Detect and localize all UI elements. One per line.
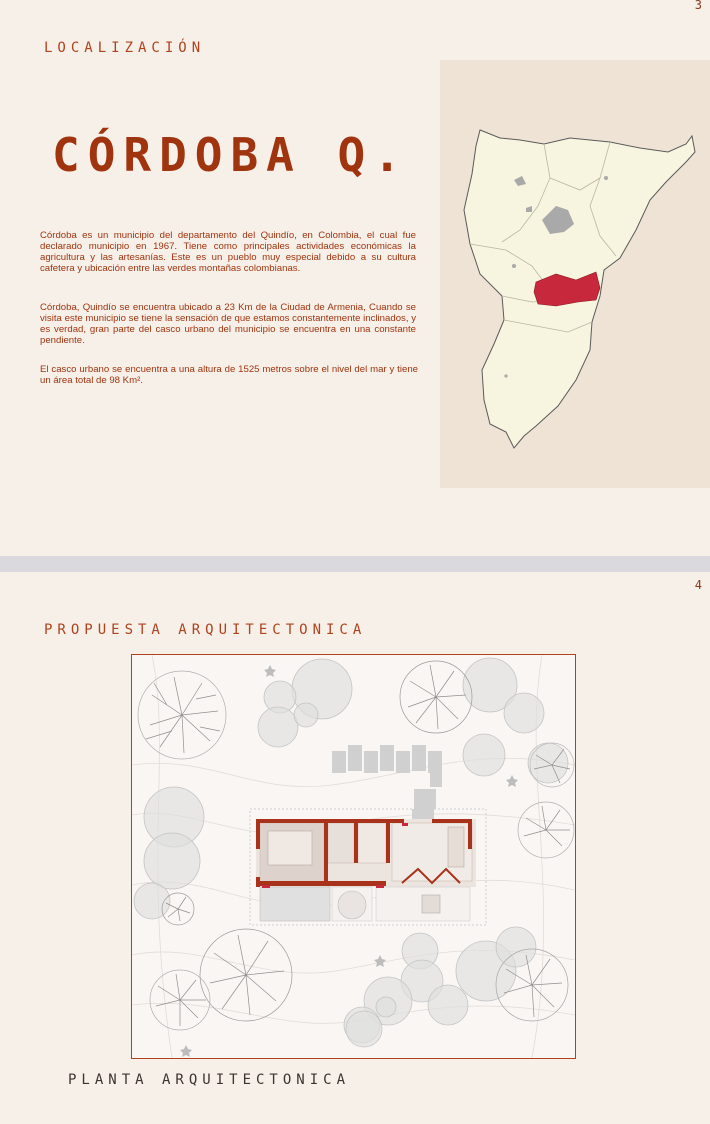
floor-plan-drawing [132,655,575,1058]
urban-area [512,264,516,268]
bed [268,831,312,865]
deck [260,887,330,921]
section-title: LOCALIZACIÓN [44,40,206,56]
closet [358,823,386,863]
plan-caption: PLANTA ARQUITECTONICA [68,1072,351,1088]
jacuzzi [338,891,366,919]
floor-plan-frame [131,654,576,1059]
outdoor-table [422,895,440,913]
urban-area [504,374,507,377]
page-number: 4 [694,578,702,592]
section-title: PROPUESTA ARQUITECTONICA [44,622,367,638]
location-map [440,60,710,488]
paragraph-1: Córdoba es un municipio del departamento del Quindío, en Colombia, el cual fue declarado municipio en 1967. Tiene como principales actividades económicas la agricultura y las artesanías. Este es un pueblo muy especial debido a su cultura cafetera y ubicación entre las verdes montañas colombianas. [40,230,416,274]
location-map-panel [440,60,710,488]
page-number: 3 [694,0,702,12]
page-4 [0,572,710,1124]
paragraph-2: Córdoba, Quindío se encuentra ubicado a 23 Km de la Ciudad de Armenia, Cuando se visita este municipio se tiene la sensación de que estamos constantemente inclinados, y es verdad, gran parte del casco urbano del municipio se encuentra en una constante pendiente. [40,302,416,346]
stepping-stone-path [332,745,442,819]
sofa [448,827,464,867]
paragraph-3: El casco urbano se encuentra a una altura de 1525 metros sobre el nivel del mar y tiene un área total de 98 Km². [40,364,418,386]
page-3 [0,0,710,556]
urban-area [604,176,608,180]
bathroom [328,823,354,863]
page-title: CÓRDOBA Q. [52,128,409,182]
